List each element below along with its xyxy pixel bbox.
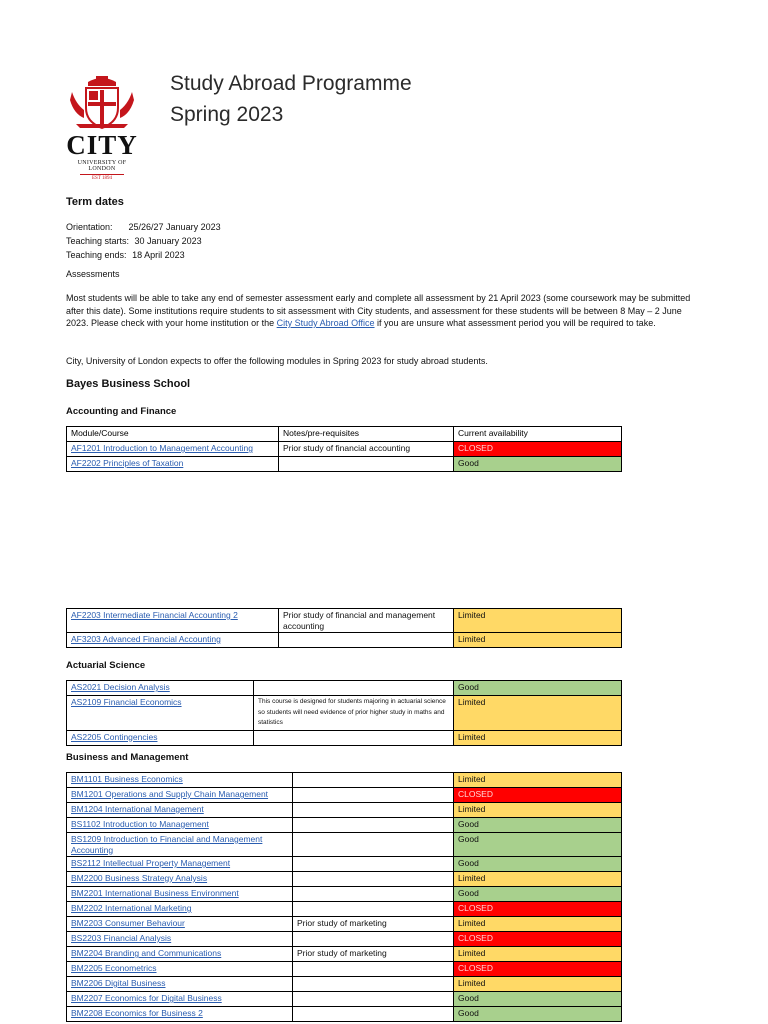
module-note [293, 932, 454, 947]
availability-status: CLOSED [454, 902, 622, 917]
module-note [293, 773, 454, 788]
module-link[interactable]: BM2205 Econometrics [67, 962, 293, 977]
table-row [67, 788, 622, 803]
availability-status: Good [454, 457, 622, 472]
module-note [254, 681, 454, 696]
title-line-2: Spring 2023 [170, 103, 284, 126]
business-heading: Business and Management [66, 752, 189, 763]
table-row [67, 977, 622, 992]
module-link[interactable]: BS2112 Intellectual Property Management [67, 857, 293, 872]
module-note [293, 1007, 454, 1022]
table-row [67, 818, 622, 833]
availability-status: Limited [454, 730, 622, 745]
assessments-text-after: if you are unsure what assessment period you will be required to take. [377, 318, 656, 328]
city-logo [66, 74, 138, 181]
accounting-table-1 [66, 426, 622, 472]
module-note [293, 803, 454, 818]
header-notes: Notes/pre-requisites [279, 427, 454, 442]
accounting-heading: Accounting and Finance [66, 406, 177, 417]
header-module: Module/Course [67, 427, 279, 442]
module-note: Prior study of marketing [293, 947, 454, 962]
page-title [170, 68, 412, 130]
table-row [67, 902, 622, 917]
availability-status: Good [454, 833, 622, 857]
module-link[interactable]: AF1201 Introduction to Management Accounting [67, 442, 279, 457]
module-link[interactable]: AF2203 Intermediate Financial Accounting 2 [67, 609, 279, 633]
availability-status: Good [454, 818, 622, 833]
availability-status: Good [454, 1007, 622, 1022]
table-row [67, 696, 622, 731]
module-note: Prior study of financial and management accounting [279, 609, 454, 633]
module-note [254, 730, 454, 745]
module-link[interactable]: AF3203 Advanced Financial Accounting [67, 633, 279, 648]
business-table [66, 772, 622, 1022]
table-row [67, 773, 622, 788]
logo-wordmark: CITY [66, 130, 138, 160]
teaching-starts-row [66, 234, 221, 248]
teaching-ends-label: Teaching ends: [66, 250, 127, 260]
module-link[interactable]: BM2200 Business Strategy Analysis [67, 872, 293, 887]
teaching-starts-value: 30 January 2023 [134, 236, 202, 246]
table-row [67, 833, 622, 857]
module-link[interactable]: BM2208 Economics for Business 2 [67, 1007, 293, 1022]
module-link[interactable]: BM2202 International Marketing [67, 902, 293, 917]
teaching-ends-value: 18 April 2023 [132, 250, 185, 260]
table-row [67, 633, 622, 648]
table-row [67, 1007, 622, 1022]
table-row [67, 872, 622, 887]
table-row [67, 457, 622, 472]
module-link[interactable]: BM2203 Consumer Behaviour [67, 917, 293, 932]
availability-status: Limited [454, 696, 622, 731]
availability-status: CLOSED [454, 442, 622, 457]
module-note [293, 977, 454, 992]
term-dates-heading: Term dates [66, 196, 124, 208]
study-abroad-office-link[interactable]: City Study Abroad Office [276, 318, 375, 328]
module-note [293, 872, 454, 887]
teaching-ends-row [66, 248, 221, 262]
table-row [67, 681, 622, 696]
table-row [67, 609, 622, 633]
availability-status: Good [454, 681, 622, 696]
availability-status: Limited [454, 609, 622, 633]
module-link[interactable]: BS1102 Introduction to Management [67, 818, 293, 833]
availability-status: Limited [454, 947, 622, 962]
module-link[interactable]: AF2202 Principles of Taxation [67, 457, 279, 472]
availability-status: Limited [454, 917, 622, 932]
table-header-row [67, 427, 622, 442]
module-link[interactable]: BS1209 Introduction to Financial and Management Accounting [67, 833, 293, 857]
orientation-value: 25/26/27 January 2023 [128, 222, 221, 232]
logo-subtitle: UNIVERSITY OF LONDON [77, 160, 127, 172]
accounting-table-2 [66, 608, 622, 648]
assessments-paragraph [66, 292, 706, 330]
orientation-label: Orientation: [66, 222, 113, 232]
logo-established: EST 1894 [80, 174, 124, 181]
table-row [67, 803, 622, 818]
module-note [293, 818, 454, 833]
assessments-heading: Assessments [66, 269, 120, 279]
table-row [67, 730, 622, 745]
availability-status: Limited [454, 633, 622, 648]
availability-status: Limited [454, 977, 622, 992]
actuarial-heading: Actuarial Science [66, 660, 146, 671]
module-link[interactable]: AS2109 Financial Economics [67, 696, 254, 731]
module-link[interactable]: BS2203 Financial Analysis [67, 932, 293, 947]
module-note: This course is designed for students majoring in actuarial science so students will need evidence of prior higher study in maths and statistics [254, 696, 454, 731]
module-note [293, 902, 454, 917]
actuarial-table [66, 680, 622, 746]
module-note [293, 962, 454, 977]
table-row [67, 887, 622, 902]
title-line-1: Study Abroad Programme [170, 72, 412, 95]
assessments-text-before: Most students will be able to take any end of semester assessment early and complete all assessment by 21 April 2023 (some coursework may be submitted after this date). Some institutions require students to sit assessment with City students, and assessment for these students will be between 8 May – 2 June 2023. Please check with your home institution or the [66, 293, 691, 328]
intro-paragraph: City, University of London expects to offer the following modules in Spring 2023 for study abroad students. [66, 356, 488, 366]
table-row [67, 917, 622, 932]
module-link[interactable]: BM1101 Business Economics [67, 773, 293, 788]
school-heading: Bayes Business School [66, 378, 191, 390]
orientation-row [66, 220, 221, 234]
availability-status: Limited [454, 872, 622, 887]
table-row [67, 857, 622, 872]
module-link[interactable]: BM2201 International Business Environment [67, 887, 293, 902]
module-link[interactable]: AS2205 Contingencies [67, 730, 254, 745]
module-link[interactable]: BM2207 Economics for Digital Business [67, 992, 293, 1007]
availability-status: Limited [454, 773, 622, 788]
module-note [293, 788, 454, 803]
module-note [279, 457, 454, 472]
availability-status: CLOSED [454, 962, 622, 977]
module-note [293, 992, 454, 1007]
module-note [293, 887, 454, 902]
module-note: Prior study of financial accounting [279, 442, 454, 457]
availability-status: CLOSED [454, 788, 622, 803]
table-row [67, 442, 622, 457]
module-note [279, 633, 454, 648]
module-link[interactable]: AS2021 Decision Analysis [67, 681, 254, 696]
module-note [293, 833, 454, 857]
module-link[interactable]: BM1201 Operations and Supply Chain Management [67, 788, 293, 803]
availability-status: Good [454, 992, 622, 1007]
table-row [67, 932, 622, 947]
module-link[interactable]: BM2206 Digital Business [67, 977, 293, 992]
table-row [67, 992, 622, 1007]
module-note [293, 857, 454, 872]
availability-status: Limited [454, 803, 622, 818]
table-row [67, 947, 622, 962]
header-availability: Current availability [454, 427, 622, 442]
module-link[interactable]: BM1204 International Management [67, 803, 293, 818]
teaching-starts-label: Teaching starts: [66, 236, 130, 246]
table-row [67, 962, 622, 977]
module-note: Prior study of marketing [293, 917, 454, 932]
availability-status: Good [454, 887, 622, 902]
crest-icon [66, 74, 138, 130]
module-link[interactable]: BM2204 Branding and Communications [67, 947, 293, 962]
term-dates-list [66, 220, 221, 262]
availability-status: Good [454, 857, 622, 872]
availability-status: CLOSED [454, 932, 622, 947]
